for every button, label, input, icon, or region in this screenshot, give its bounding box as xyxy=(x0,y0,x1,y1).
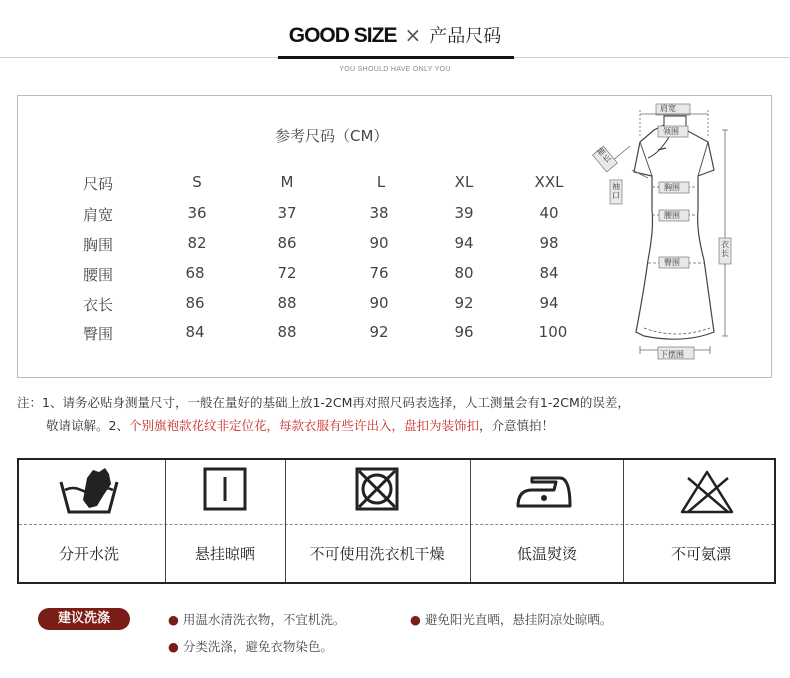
size-cell: 98 xyxy=(539,234,559,252)
size-cell: 37 xyxy=(277,204,297,222)
header-subtitle: YOU SHOULD HAVE ONLY YOU xyxy=(339,66,451,73)
low-iron-icon xyxy=(514,466,576,512)
size-row-label: 肩宽 xyxy=(83,206,114,224)
advice-item-text: 分类洗涤，避免衣物染色。 xyxy=(182,639,333,654)
care-label-hand-wash: 分开水洗 xyxy=(58,545,120,563)
note-line-2 xyxy=(46,416,554,434)
size-cell: 39 xyxy=(454,204,474,222)
advice-item xyxy=(168,637,333,655)
washing-advice-badge: 建议洗涤 xyxy=(38,608,130,630)
size-row-label: 衣长 xyxy=(83,296,114,314)
size-cell: 92 xyxy=(454,294,474,312)
header-underline xyxy=(278,56,514,59)
size-cell: 86 xyxy=(277,234,297,252)
size-table-title: 参考尺码（CM） xyxy=(275,127,389,145)
diagram-sleeve-length-label: 袖长 xyxy=(595,145,613,165)
care-instructions-panel xyxy=(17,458,776,584)
size-header-label: 尺码 xyxy=(83,175,114,193)
size-header-xxl: XXL xyxy=(534,173,564,191)
header-separator: × xyxy=(404,23,422,47)
size-cell: 68 xyxy=(185,264,205,282)
diagram-length-label: 衣长 xyxy=(721,240,729,258)
size-row-label: 臀围 xyxy=(83,325,114,343)
size-cell: 40 xyxy=(539,204,559,222)
care-label-no-bleach: 不可氨漂 xyxy=(670,545,732,563)
advice-item xyxy=(410,610,612,628)
size-header-m: M xyxy=(280,173,294,191)
bullet-dot-icon: ● xyxy=(410,612,421,627)
size-cell: 92 xyxy=(369,323,389,341)
care-column-divider xyxy=(623,460,624,582)
diagram-chest-label: 胸围 xyxy=(664,183,680,192)
size-cell: 94 xyxy=(539,294,559,312)
size-header-s: S xyxy=(192,173,202,191)
size-cell: 72 xyxy=(277,264,297,282)
size-row-label: 腰围 xyxy=(83,266,114,284)
size-cell: 94 xyxy=(454,234,474,252)
diagram-hip-label: 臀围 xyxy=(664,258,680,267)
note-line-2-warning: 个别旗袍款花纹非定位花，每款衣服有些许出入，盘扣为装饰扣 xyxy=(128,418,479,433)
size-header-l: L xyxy=(376,173,386,191)
size-header-xl: XL xyxy=(454,173,474,191)
no-tumble-dry-icon xyxy=(354,466,400,512)
care-column-divider xyxy=(165,460,166,582)
care-column-divider xyxy=(285,460,286,582)
size-cell: 82 xyxy=(187,234,207,252)
size-cell: 90 xyxy=(369,234,389,252)
page-header xyxy=(0,22,790,48)
care-label-no-tumble-dry: 不可使用洗衣机干燥 xyxy=(309,545,445,563)
size-cell: 96 xyxy=(454,323,474,341)
size-cell: 100 xyxy=(538,323,568,341)
size-cell: 84 xyxy=(539,264,559,282)
diagram-hem-label: 下摆围 xyxy=(660,350,684,359)
size-row-label: 胸围 xyxy=(83,236,114,254)
line-dry-icon xyxy=(202,466,248,512)
size-cell: 84 xyxy=(185,323,205,341)
qipao-diagram xyxy=(592,100,762,372)
care-divider xyxy=(19,524,774,525)
care-column-divider xyxy=(470,460,471,582)
size-cell: 38 xyxy=(369,204,389,222)
header-title-en: GOOD SIZE xyxy=(288,24,397,47)
no-bleach-icon xyxy=(676,466,738,516)
care-label-low-iron: 低温熨烫 xyxy=(516,545,578,563)
diagram-shoulder-label: 肩宽 xyxy=(660,104,676,113)
care-label-line-dry: 悬挂晾晒 xyxy=(194,545,256,563)
advice-item xyxy=(168,610,345,628)
diagram-collar-label: 领围 xyxy=(663,127,679,136)
size-cell: 90 xyxy=(369,294,389,312)
note-line-2-suffix: ，介意慎拍！ xyxy=(478,418,554,433)
bullet-dot-icon: ● xyxy=(168,639,179,654)
diagram-waist-label: 腰围 xyxy=(664,211,680,220)
size-cell: 76 xyxy=(369,264,389,282)
note-line-2-prefix: 敬请谅解。2、 xyxy=(46,418,129,433)
hand-wash-icon xyxy=(57,466,121,516)
size-cell: 86 xyxy=(185,294,205,312)
note-line-1: 注：1、请务必贴身测量尺寸，一般在量好的基础上放1-2CM再对照尺码表选择，人工测量会有1-2CM的误差， xyxy=(17,395,630,410)
bullet-dot-icon: ● xyxy=(168,612,179,627)
advice-item-text: 避免阳光直晒，悬挂阴凉处晾晒。 xyxy=(424,612,613,627)
size-cell: 80 xyxy=(454,264,474,282)
size-cell: 36 xyxy=(187,204,207,222)
diagram-sleeve-opening-label: 袖口 xyxy=(612,182,620,200)
size-cell: 88 xyxy=(277,323,297,341)
advice-item-text: 用温水清洗衣物，不宜机洗。 xyxy=(182,612,346,627)
size-cell: 88 xyxy=(277,294,297,312)
header-title-cn: 产品尺码 xyxy=(429,26,502,47)
